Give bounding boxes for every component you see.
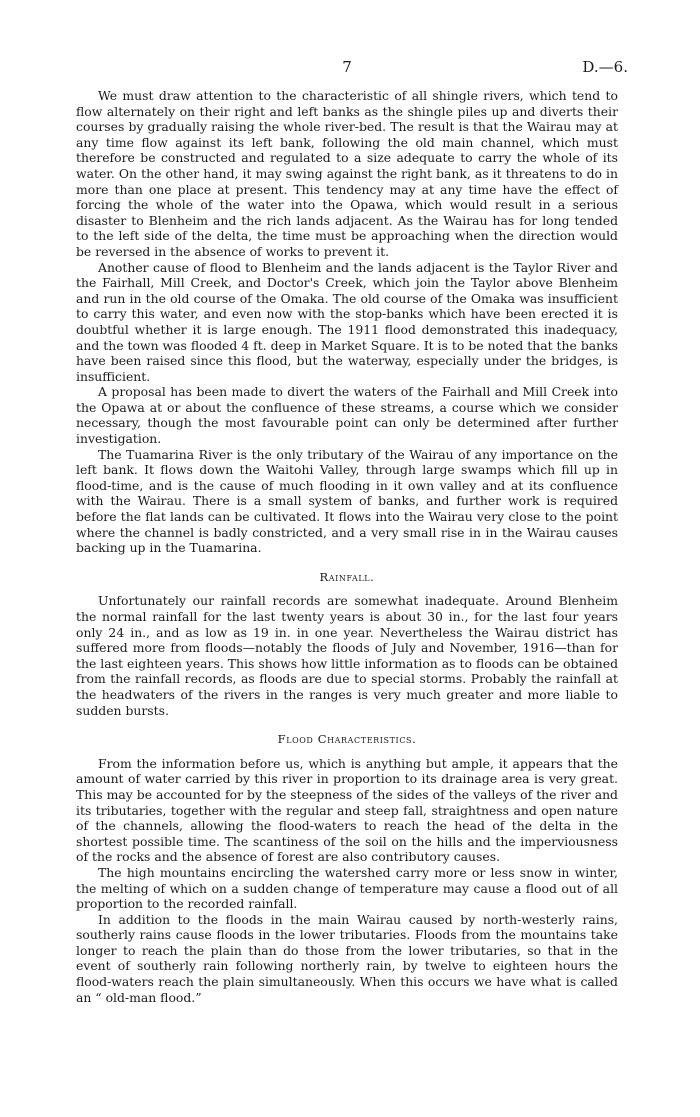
paragraph-flood-volume: From the information before us, which is anything but ample, it appears that the amount of water carried by this river in proportion to its drainage area is very great. This may be accounted for by the steepness of the sides of the valleys of the river and its tributaries, together with the regular and steep fall, straightness and open nature of the channels, allowing the flood-waters to reach the head of the delta in the shortest possible time. The scantiness of the soil on the hills and the imperviousness of the rocks and the absence of forest are also contributory causes.: [76, 755, 618, 865]
paragraph-snow-melt: The high mountains encircling the watershed carry more or less snow in winter, the melting of which on a sudden change of temperature may cause a flood out of all proportion to the recorded rainfall.: [76, 864, 618, 912]
page-header: [76, 58, 628, 80]
document-reference: D.—6.: [582, 58, 628, 76]
document-page: [76, 58, 628, 1005]
paragraph-old-man-flood: In addition to the floods in the main Wairau caused by north-westerly rains, southerly rains cause floods in the lower tributaries. Floods from the mountains take longer to reach the plain than do those from the lower tributaries, so that in the event of southerly rain following northerly rain, by twelve to eighteen hours the flood-waters reach the plain simultaneously. When this occurs we have what is called an “ old-man flood.”: [76, 911, 618, 1005]
flood-characteristics-heading: Flood Characteristics.: [277, 732, 417, 747]
paragraph-tuamarina-river: The Tuamarina River is the only tributary of the Wairau of any importance on the left bank. It flows down the Waitohi Valley, through large swamps which fill up in flood-time, and is the cause of much flooding in it own valley and at its confluence with the Wairau. There is a small system of banks, and further work is required before the flat lands can be cultivated. It flows into the Wairau very close to the point where the channel is badly constricted, and a very small rise in in the Wairau causes backing up in the Tuamarina.: [76, 446, 618, 556]
paragraph-shingle-rivers: We must draw attention to the characteristic of all shingle rivers, which tend to flow alternately on their right and left banks as the shingle piles up and diverts their courses by gradually raising the whole river-bed. The result is that the Wairau may at any time flow against its left bank, following the old main channel, which must therefore be constructed and regulated to a size adequate to carry the whole of its water. On the other hand, it may swing against the right bank, as it threatens to do in more than one place at present. This tendency may at any time have the effect of forcing the whole of the water into the Opawa, which would result in a serious disaster to Blenheim and the rich lands adjacent. As the Wairau has for long tended to the left side of the delta, the time must be approaching when the direction would be reversed in the absence of works to prevent it.: [76, 88, 618, 259]
paragraph-rainfall: Unfortunately our rainfall records are somewhat inadequate. Around Blenheim the normal rainfall for the last twenty years is about 30 in., for the last four years only 24 in., and as low as 19 in. in one year. Nevertheless the Wairau district has suffered more from floods—notably the floods of July and November, 1916—than for the last eighteen years. This shows how little information as to floods can be obtained from the rainfall records, as floods are due to special storms. Probably the rainfall at the headwaters of the rivers in the ranges is very much greater and more liable to sudden bursts.: [76, 593, 618, 718]
rainfall-heading: Rainfall.: [319, 569, 375, 584]
paragraph-taylor-river: Another cause of flood to Blenheim and the lands adjacent is the Taylor River and the Fairhall, Mill Creek, and Doctor's Creek, which join the Taylor above Blenheim and run in the old course of the Omaka. The old course of the Omaka was insufficient to carry this water, and even now with the stop-banks which have been erected it is doubtful whether it is large enough. The 1911 flood demonstrated this inadequacy, and the town was flooded 4 ft. deep in Market Square. It is to be noted that the banks have been raised since this flood, but the waterway, especially under the bridges, is insufficient.: [76, 259, 618, 384]
body-text: [76, 88, 618, 1005]
page-number: 7: [342, 58, 352, 76]
paragraph-divert-proposal: A proposal has been made to divert the waters of the Fairhall and Mill Creek into the Opawa at or about the confluence of these streams, a course which we consider necessary, though the most favourable point can only be determined after further investigation.: [76, 384, 618, 447]
